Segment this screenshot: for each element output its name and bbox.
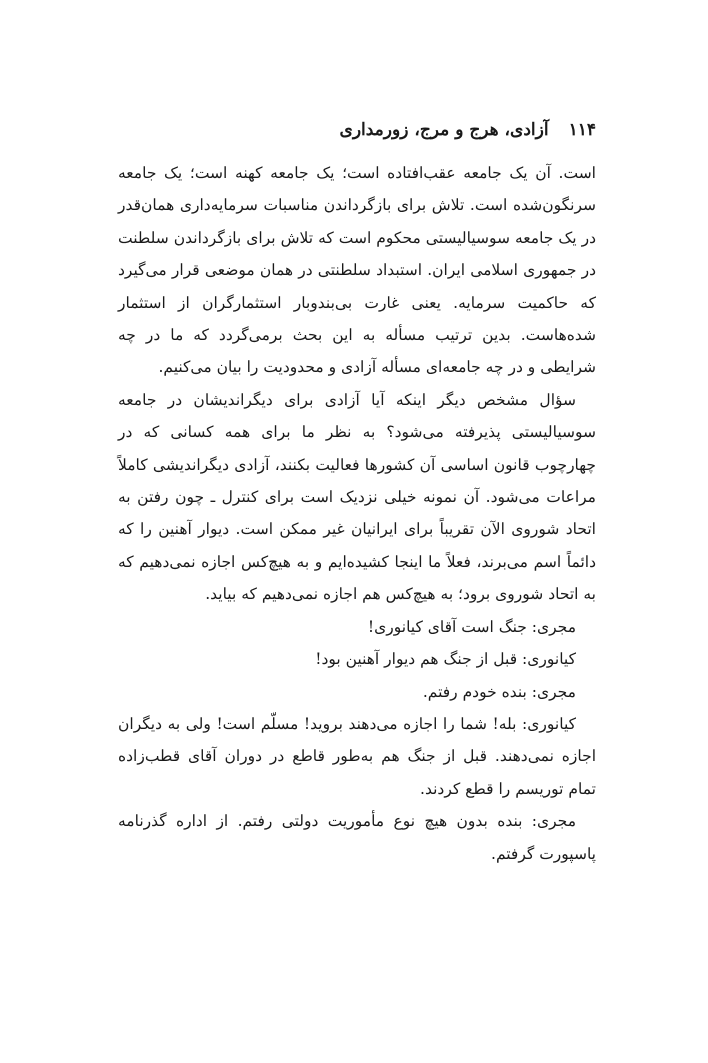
dialogue-line: کیانوری: قبل از جنگ هم دیوار آهنین بود! — [315, 650, 576, 669]
page-number: ۱۱۴ — [568, 120, 596, 140]
dialogue-line: مجری: بنده خودم رفتم. — [422, 682, 576, 701]
dialogue-paragraph: کیانوری: بله! شما را اجازه می‌دهند بروید! مسلّم است! ولی به دیگران اجازه نمی‌دهند. قبل از جنگ هم به‌طور قاطع در دوران آقای قطب‌زاده تمام توریسم را قطع کردند. — [118, 714, 596, 798]
dialogue-line: مجری: جنگ است آقای کیانوری! — [367, 617, 576, 636]
body-text — [118, 157, 596, 870]
paragraph: سؤال مشخص دیگر اینکه آیا آزادی برای دیگراندیشان در جامعه سوسیالیستی پذیرفته می‌شود؟ به نظر ما برای همه کسانی که در چهارچوب قانون اساسی آن کشورها فعالیت بکنند، آزادی دیگراندیشی کاملاً مراعات می‌شود. آن نمونه خیلی نزدیک است برای کنترل ـ چون رفتن به اتحاد شوروی الآن تقریباً برای ایرانیان غیر ممکن است. دیوار آهنین را که دائماً اسم می‌برند، فعلاً ما اینجا کشیده‌ایم و به هیچ‌کس اجازه نمی‌دهیم که به اتحاد شوروی برود؛ به هیچ‌کس هم اجازه نمی‌دهیم که بیاید. — [118, 390, 596, 604]
running-title: آزادی، هرج و مرج، زورمداری — [339, 120, 549, 140]
paragraph: است. آن یک جامعه عقب‌افتاده است؛ یک جامعه کهنه است؛ یک جامعه سرنگون‌شده است. تلاش برای بازگرداندن مناسبات سرمایه‌داری همان‌قدر در یک جامعه سوسیالیستی محکوم است که تلاش برای بازگرداندن سلطنت در جمهوری اسلامی ایران. استبداد سلطنتی در همان موضعی قرار می‌گیرد که حاکمیت سرمایه. یعنی غارت بی‌بندوبار استثمارگران از استثمار شده‌هاست. بدین ترتیب مسأله به این بحث برمی‌گردد که ما در چه شرایطی و در چه جامعه‌ای مسأله آزادی و محدودیت را بیان می‌کنیم. — [118, 164, 596, 377]
page-header — [118, 120, 596, 140]
dialogue-paragraph: مجری: بنده بدون هیچ نوع مأموریت دولتی رفتم. از اداره گذرنامه پاسپورت گرفتم. — [118, 812, 596, 863]
